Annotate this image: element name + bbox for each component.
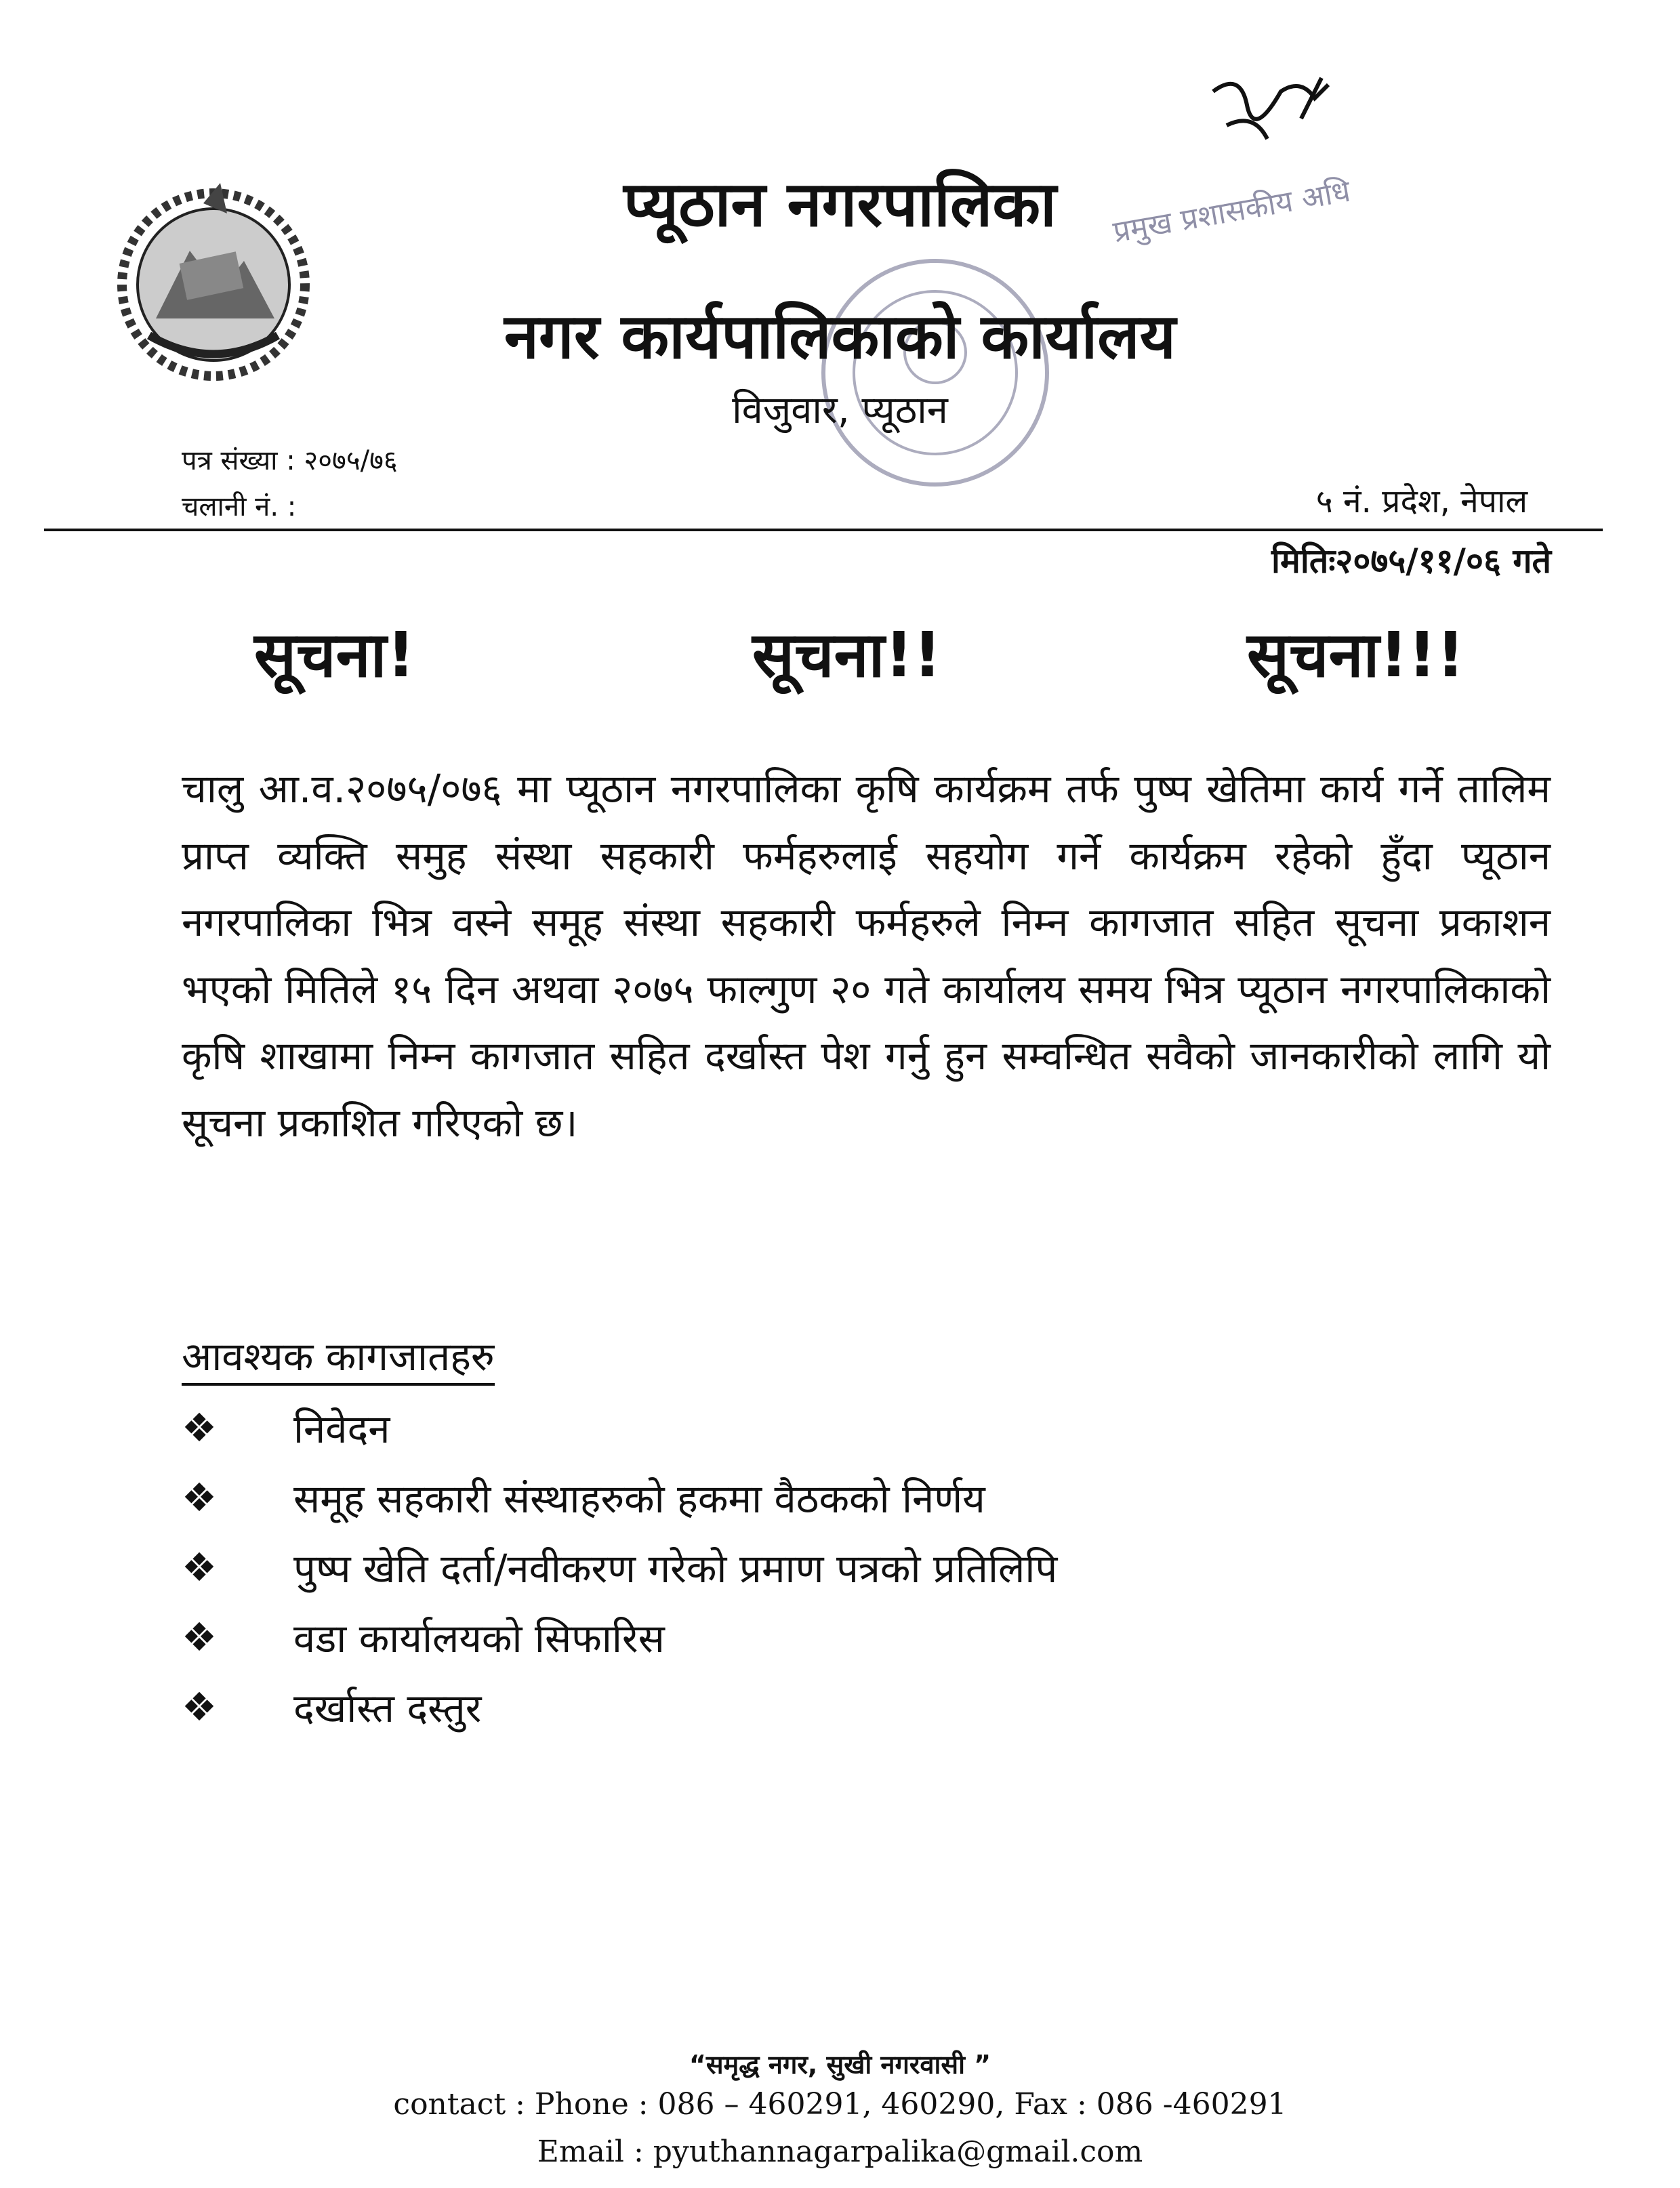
letter-date: मितिः२०७५/११/०६ गते	[1271, 541, 1551, 581]
rect-stamp-text: प्रमुख प्रशासकीय अधि	[1110, 173, 1353, 250]
footer-slogan: “समृद्ध नगर, सुखी नगरवासी ”	[689, 2050, 991, 2080]
dispatch-number: चलानी नं. :	[182, 491, 297, 522]
notice-heading-2: सूचना!!	[752, 619, 942, 691]
office-location: विजुवार, प्यूठान	[732, 388, 948, 432]
signature-icon	[1200, 64, 1342, 152]
municipality-name: प्यूठान नगरपालिका	[623, 168, 1057, 241]
list-item	[182, 1462, 1057, 1532]
requirements-title: आवश्यक कागजातहरु	[182, 1328, 495, 1386]
bullet-icon: ❖	[182, 1544, 217, 1590]
list-item-text: दर्खास्त दस्तुर	[293, 1685, 482, 1731]
list-item-text: वडा कार्यालयको सिफारिस	[293, 1615, 665, 1661]
list-item	[182, 1672, 1057, 1741]
footer-contact: contact : Phone : 086 – 460291, 460290, Fax : 086 -460291	[393, 2087, 1287, 2122]
letter-number: पत्र संख्या : २०७५/७६	[182, 445, 398, 476]
list-item-text: निवेदन	[293, 1406, 390, 1452]
bullet-icon: ❖	[182, 1683, 217, 1730]
list-item	[182, 1392, 1057, 1462]
list-item-text: पुष्प खेति दर्ता/नवीकरण गरेको प्रमाण पत्रको प्रतिलिपि	[293, 1546, 1058, 1592]
bullet-icon: ❖	[182, 1474, 217, 1521]
list-item-text: समूह सहकारी संस्थाहरुको हकमा वैठकको निर्णय	[293, 1476, 985, 1522]
notice-heading-3: सूचना!!!	[1247, 619, 1465, 691]
bullet-icon: ❖	[182, 1404, 217, 1451]
header-divider	[44, 529, 1603, 531]
notice-body: चालु आ.व.२०७५/०७६ मा प्यूठान नगरपालिका कृषि कार्यक्रम तर्फ पुष्प खेतिमा कार्य गर्ने तालिम प्राप्त व्यक्ति समुह संस्था सहकारी फर्महरुलाई सहयोग गर्ने कार्यक्रम रहेको हुँदा प्यूठान नगरपालिका भित्र वस्ने समूह संस्था सहकारी फर्महरुले निम्न कागजात सहित सूचना प्रकाशन भएको मितिले १५ दिन अथवा २०७५ फाल्गुण २० गते कार्यालय समय भित्र प्यूठान नगरपालिकाको कृषि शाखामा निम्न कागजात सहित दर्खास्त पेश गर्नु हुन सम्वन्धित सवैको जानकारीको लागि यो सूचना प्रकाशित गरिएको छ।	[182, 766, 1551, 1146]
list-item	[182, 1532, 1057, 1602]
footer-email: Email : pyuthannagarpalika@gmail.com	[537, 2134, 1143, 2169]
province: ५ नं. प्रदेश, नेपाल	[1315, 482, 1528, 520]
notice-heading-1: सूचना!	[254, 619, 415, 691]
requirements-list	[182, 1392, 1057, 1741]
bullet-icon: ❖	[182, 1613, 217, 1660]
list-item	[182, 1602, 1057, 1672]
office-name: नगर कार्यपालिकाको कार्यालय	[504, 300, 1176, 373]
